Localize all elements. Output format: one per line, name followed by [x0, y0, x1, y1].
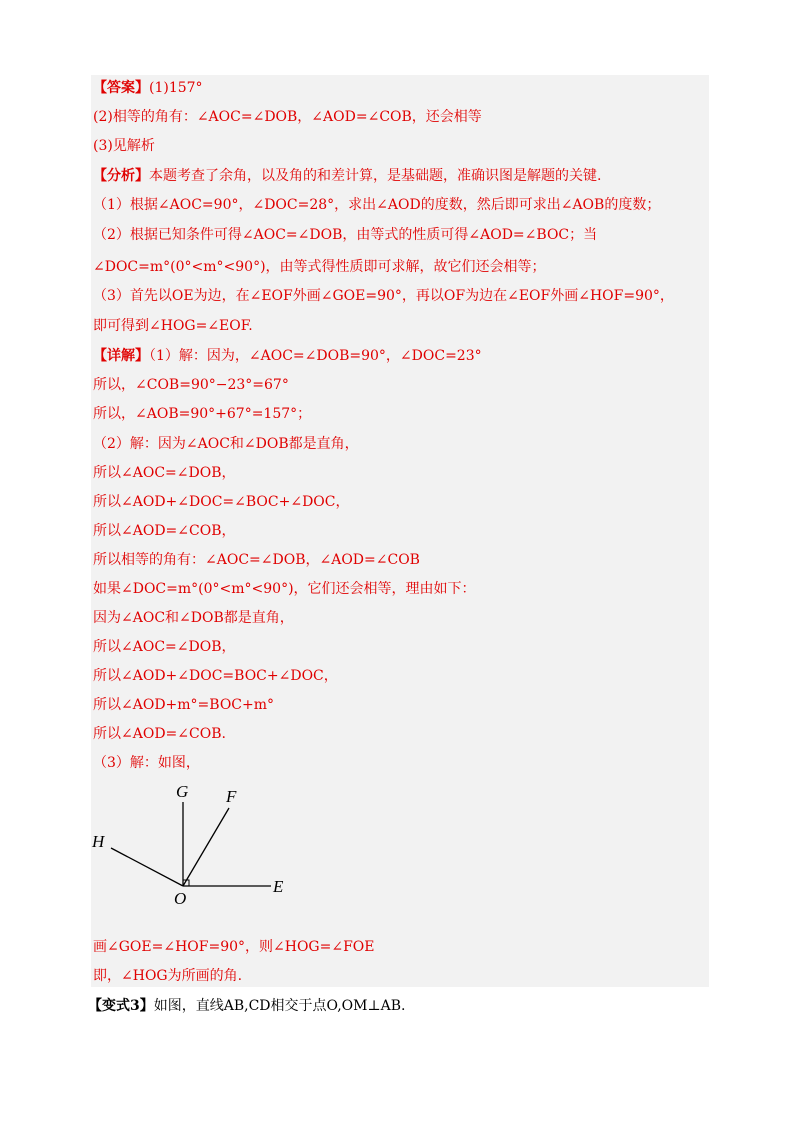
analysis-heading-line: 【分析】本题考查了余角，以及角的和差计算，是基础题，准确识图是解题的关键.: [93, 168, 602, 184]
detail-line-12: 所以∠AOD+m°=BOC+m°: [93, 697, 275, 713]
detail-line-13: 所以∠AOD=∠COB.: [93, 726, 226, 742]
label-f: F: [226, 787, 237, 806]
detail-line-16: 即，∠HOG为所画的角.: [93, 968, 243, 984]
detail-line-4: 所以∠AOC=∠DOB，: [93, 465, 236, 481]
analysis-line-2: （2）根据已知条件可得∠AOC=∠DOB，由等式的性质可得∠AOD=∠BOC；当: [93, 227, 598, 243]
detail-line-9: 因为∠AOC和∠DOB都是直角，: [93, 610, 294, 626]
ray-oh: [111, 848, 183, 886]
detail-line-3: （2）解：因为∠AOC和∠DOB都是直角，: [93, 436, 359, 452]
answer-line-3: (3)见解析: [93, 138, 155, 154]
detail-line-10: 所以∠AOC=∠DOB，: [93, 639, 236, 655]
detail-line-5: 所以∠AOD+∠DOC=∠BOC+∠DOC，: [93, 494, 350, 510]
angle-figure: [91, 780, 311, 910]
variant-3-line: 【变式3】如图，直线AB,CD相交于点O,OM⊥AB.: [88, 998, 406, 1014]
answer-line-2: (2)相等的角有：∠AOC=∠DOB，∠AOD=∠COB，还会相等: [93, 109, 482, 125]
label-o: O: [174, 889, 187, 908]
analysis-line-4: （3）首先以OE为边，在∠EOF外画∠GOE=90°，再以OF为边在∠EOF外画∠HOF=90°，: [93, 288, 674, 304]
detail-line-1: 所以，∠COB=90°−23°=67°: [93, 377, 289, 393]
analysis-line-1: （1）根据∠AOC=90°，∠DOC=28°，求出∠AOD的度数，然后即可求出∠AOB的度数；: [93, 197, 661, 213]
answer-line: 【答案】(1)157°: [93, 80, 203, 96]
detail-heading-line: 【详解】（1）解：因为，∠AOC=∠DOB=90°，∠DOC=23°: [93, 348, 482, 364]
label-g: G: [176, 782, 189, 801]
detail-line-8: 如果∠DOC=m°(0°<m°<90°)，它们还会相等，理由如下：: [93, 581, 476, 597]
label-h: H: [92, 832, 105, 851]
detail-line-2: 所以，∠AOB=90°+67°=157°；: [93, 406, 312, 422]
analysis-line-3: ∠DOC=m°(0°<m°<90°)，由等式得性质即可求解，故它们还会相等；: [93, 259, 546, 275]
ray-of: [183, 808, 229, 886]
detail-line-14: （3）解：如图，: [93, 755, 200, 771]
detail-line-6: 所以∠AOD=∠COB，: [93, 523, 236, 539]
analysis-line-5: 即可得到∠HOG=∠EOF.: [93, 318, 253, 334]
detail-line-15: 画∠GOE=∠HOF=90°，则∠HOG=∠FOE: [93, 939, 375, 955]
detail-line-7: 所以相等的角有：∠AOC=∠DOB，∠AOD=∠COB: [93, 552, 420, 568]
label-e: E: [273, 877, 284, 896]
detail-line-11: 所以∠AOD+∠DOC=BOC+∠DOC，: [93, 668, 338, 684]
